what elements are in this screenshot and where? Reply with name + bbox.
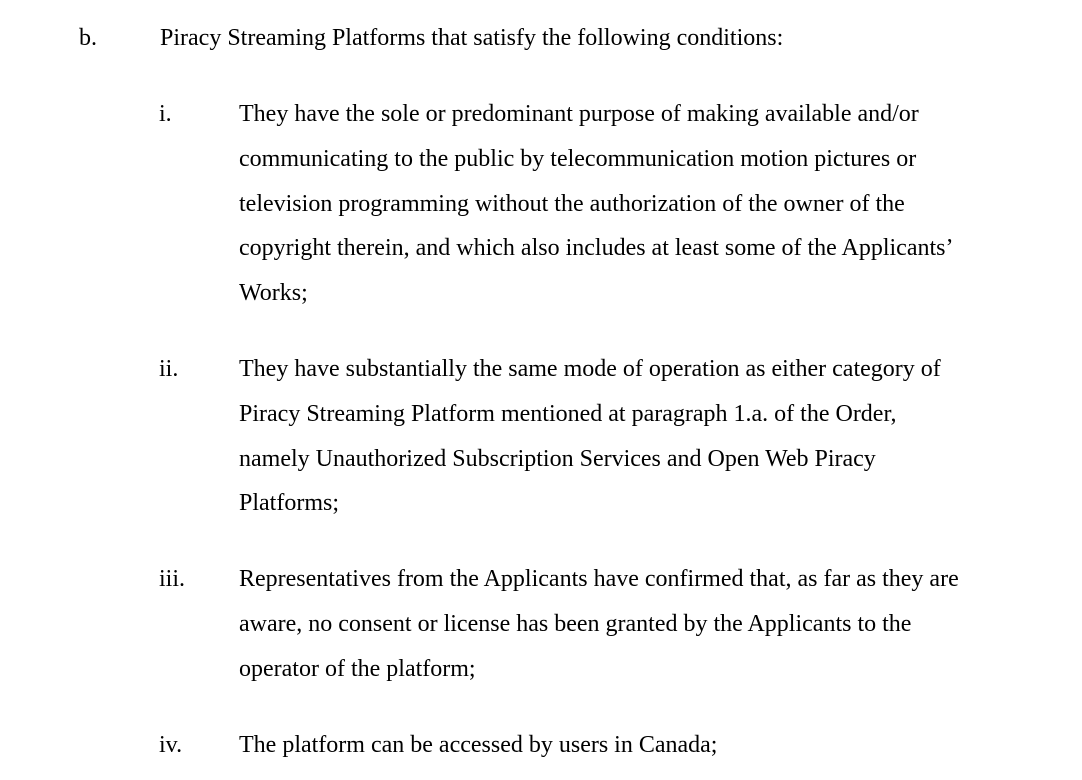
- condition-text: They have the sole or predominant purpose of making available and/or communicating to the public by telecommunication motion pictures or television programming without the authorization of the owner of the copyright therein, and which also includes at least some of the Applicants’ Works;: [239, 101, 952, 307]
- condition-marker: i.: [159, 101, 172, 127]
- condition-marker: ii.: [159, 356, 179, 382]
- condition-marker: iv.: [159, 732, 183, 758]
- condition-text: The platform can be accessed by users in Canada;: [239, 732, 718, 758]
- paragraph-heading: Piracy Streaming Platforms that satisfy the following conditions:: [160, 25, 784, 51]
- condition-text: They have substantially the same mode of operation as either category of Piracy Streaming Platform mentioned at paragraph 1.a. of the Order, namely Unauthorized Subscription Services and Open Web Piracy Platforms;: [239, 356, 941, 517]
- condition-text: Representatives from the Applicants have confirmed that, as far as they are aware, no consent or license has been granted by the Applicants to the operator of the platform;: [239, 566, 959, 682]
- paragraph-marker: b.: [79, 25, 97, 51]
- condition-marker: iii.: [159, 566, 186, 592]
